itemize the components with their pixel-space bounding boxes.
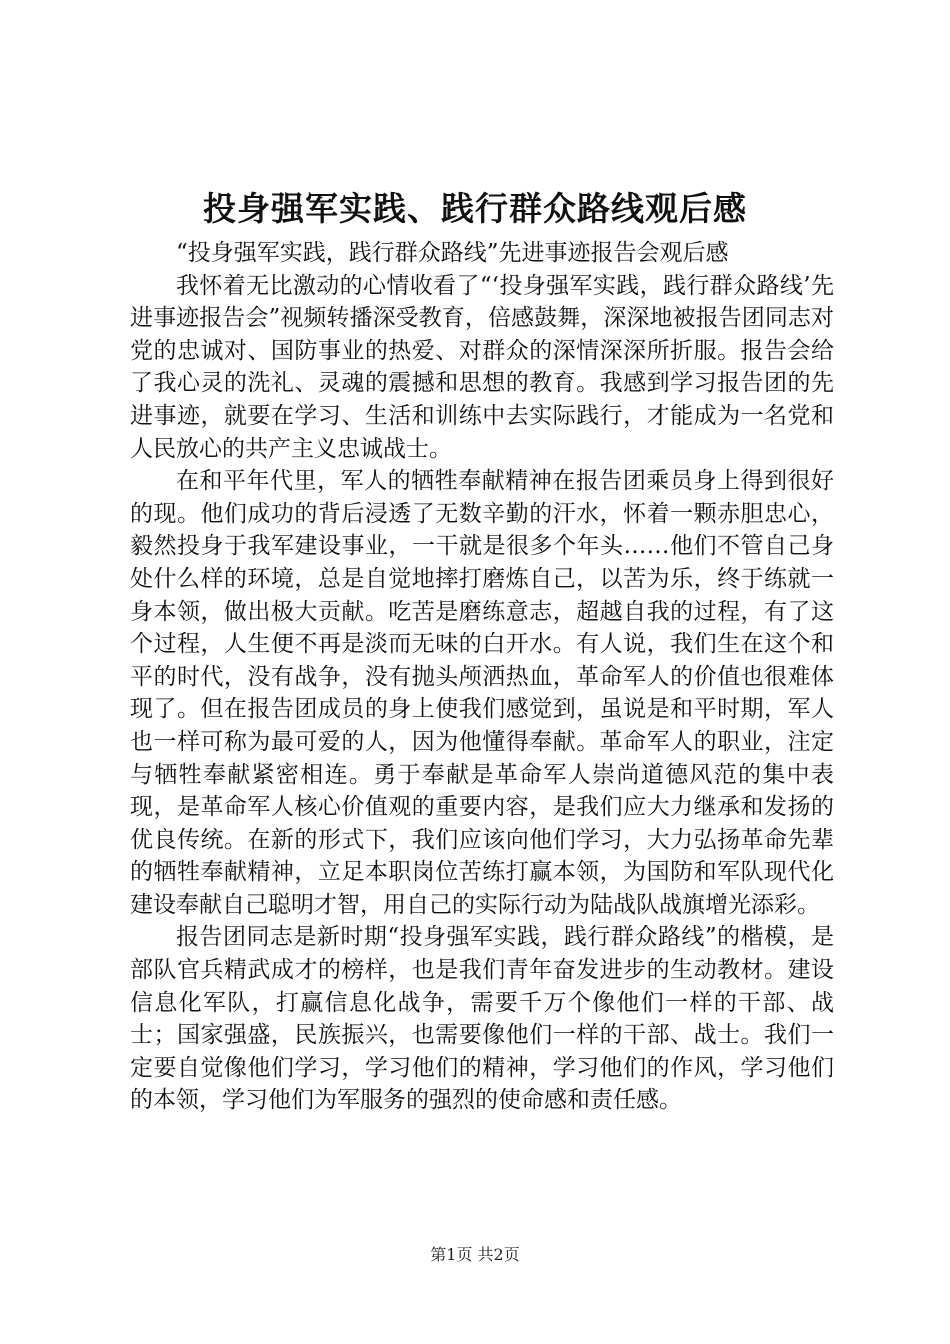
paragraph-2: 在和平年代里，军人的牺牲奉献精神在报告团乘员身上得到很好的现。他们成功的背后浸透了无数辛勤的汗水，怀着一颗赤胆忠心，毅然投身于我军建设事业，一干就是很多个年头……他们不管自己身处什么样的环境，总是自觉地摔打磨炼自己，以苦为乐，终于练就一身本领，做出极大贡献。吃苦是磨练意志，超越自我的过程，有了这个过程，人生便不再是淡而无味的白开水。有人说，我们生在这个和平的时代，没有战争，没有抛头颅洒热血，革命军人的价值也很难体现了。但在报告团成员的身上使我们感觉到，虽说是和平时期，军人也一样可称为最可爱的人，因为他懂得奉献。革命军人的职业，注定与牺牲奉献紧密相连。勇于奉献是革命军人崇尚道德风范的集中表现，是革命军人核心价值观的重要内容，是我们应大力继承和发扬的优良传统。在新的形式下，我们应该向他们学习，大力弘扬革命先辈的牺牲奉献精神，立足本职岗位苦练打赢本领，为国防和军队现代化建设奉献自己聪明才智，用自己的实际行动为陆战队战旗增光添彩。 xyxy=(130,468,834,918)
paragraph-3: 报告团同志是新时期“投身强军实践，践行群众路线”的楷模，是部队官兵精武成才的榜样，也是我们青年奋发进步的生动教材。建设信息化军队，打赢信息化战争，需要千万个像他们一样的干部、战士；国家强盛，民族振兴，也需要像他们一样的干部、战士。我们一定要自觉像他们学习，学习他们的精神，学习他们的作风，学习他们的本领，学习他们为军服务的强烈的使命感和责任感。 xyxy=(130,924,834,1114)
document-subtitle: “投身强军实践，践行群众路线”先进事迹报告会观后感 xyxy=(176,240,729,266)
document-body xyxy=(130,237,834,1117)
paragraph-1: 我怀着无比激动的心情收看了“‘投身强军实践，践行群众路线’先进事迹报告会”视频转播深受教育，倍感鼓舞，深深地被报告团同志对党的忠诚对、国防事业的热爱、对群众的深情深深所折服。报告会给了我心灵的洗礼、灵魂的震撼和思想的教育。我感到学习报告团的先进事迹，就要在学习、生活和训练中去实际践行，才能成为一名党和人民放心的共产主义忠诚战士。 xyxy=(130,272,834,462)
page-footer: 第1页 共2页 xyxy=(430,1245,520,1264)
document-title: 投身强军实践、践行群众路线观后感 xyxy=(203,189,747,228)
